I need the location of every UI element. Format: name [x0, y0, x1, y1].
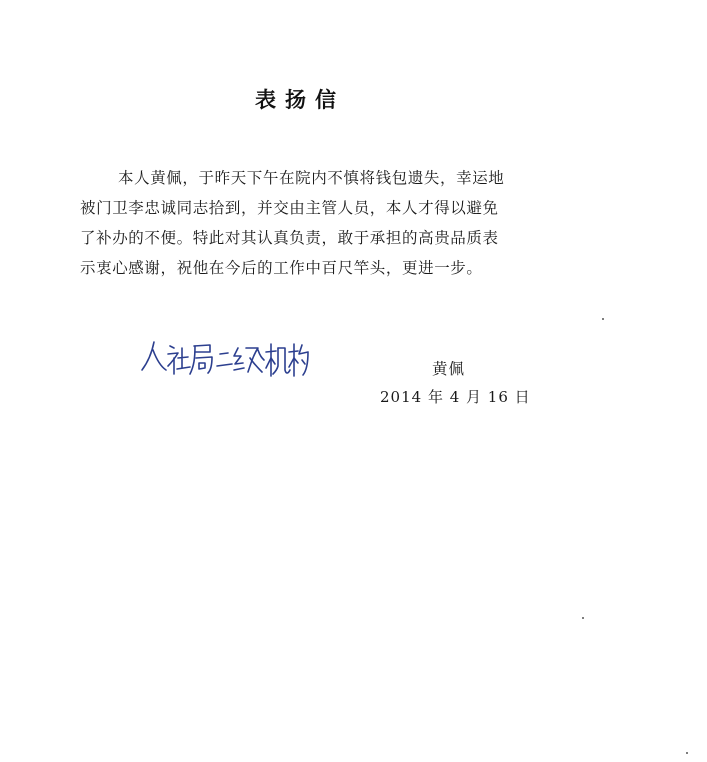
- body-line: 本人黄佩，于昨天下午在院内不慎将钱包遗失，幸运地: [118, 169, 505, 187]
- handwritten-annotation: [140, 336, 310, 382]
- letter-title: 表扬信: [255, 87, 345, 112]
- body-line: 被门卫李忠诚同志拾到，并交由主管人员，本人才得以避免: [80, 199, 499, 217]
- letter-body: [80, 163, 522, 283]
- scan-speck: [582, 617, 584, 619]
- handwritten-annotation-ink: [140, 336, 310, 382]
- scan-speck: [686, 752, 688, 754]
- body-line: 了补办的不便。特此对其认真负责，敢于承担的高贵品质表: [80, 229, 499, 247]
- scan-speck: [602, 318, 604, 320]
- letter-date: 2014 年 4 月 16 日: [380, 388, 531, 406]
- signature-name: 黄佩: [432, 360, 466, 378]
- body-line: 示衷心感谢，祝他在今后的工作中百尺竿头，更进一步。: [80, 259, 483, 277]
